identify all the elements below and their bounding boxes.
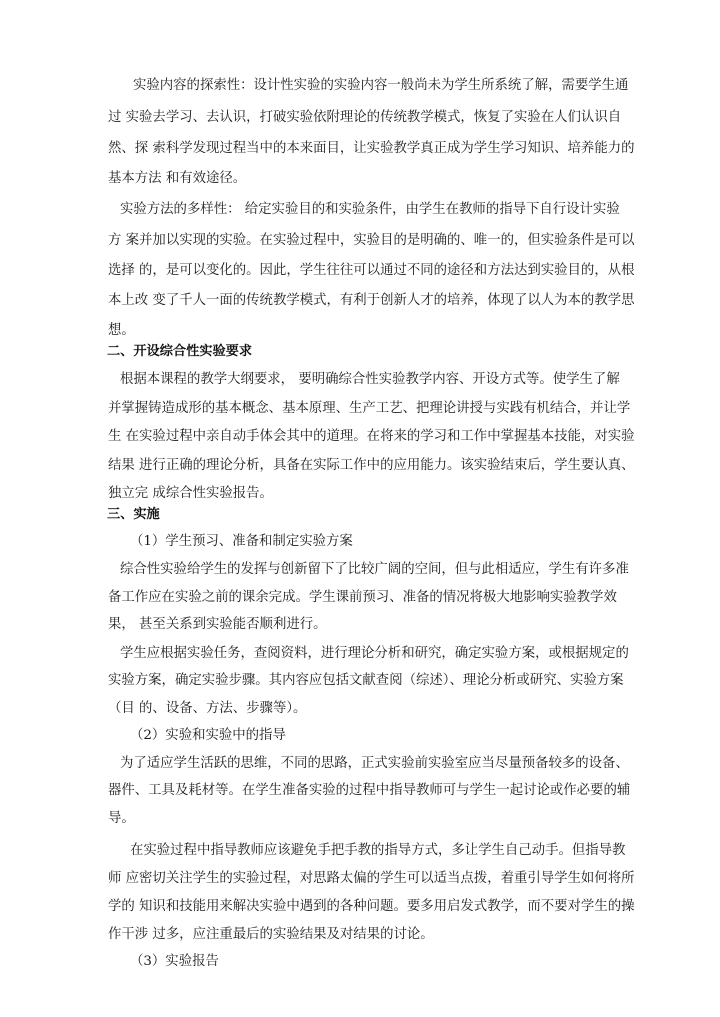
paragraph-line: 为了适应学生活跃的思维，不同的思路，正式实验前实验室应当尽量预备较多的设备、 <box>120 756 629 771</box>
paragraph-line: 本上改 变了千人一面的传统教学模式，有利于创新人才的培养，体现了以人为本的教学思 <box>108 293 635 308</box>
paragraph-line: （目 的、设备、方法、步骤等）。 <box>108 701 307 716</box>
paragraph-line: 方 案并加以实现的实验。在实验过程中，实验目的是明确的、唯一的，但实验条件是可以 <box>108 233 635 248</box>
paragraph-line: 结果 进行正确的理论分析，具备在实际工作中的应用能力。该实验结束后，学生要认真、 <box>108 458 635 473</box>
paragraph-line: 导。 <box>108 811 135 826</box>
paragraph-line: 然、探 索科学发现过程当中的本来面目，让实验教学真正成为学生学习知识、培养能力的 <box>108 141 635 156</box>
paragraph-line: 备工作应在实验之前的课余完成。学生课前预习、准备的情况将极大地影响实验教学效 <box>108 590 617 605</box>
paragraph-line: 器件、工具及耗材等。在学生准备实验的过程中指导教师可与学生一起讨论或作必要的辅 <box>108 783 631 798</box>
paragraph-line: 根据本课程的教学大纲要求， 要明确综合性实验教学内容、开设方式等。使学生了解 <box>120 372 620 387</box>
paragraph-line: 实验方法的多样性： 给定实验目的和实验条件，由学生在教师的指导下自行设计实验 <box>120 202 620 217</box>
paragraph-line: 师 应密切关注学生的实验过程，对思路太偏的学生可以适当点拨，着重引导学生如何将所 <box>108 871 635 886</box>
paragraph-line: 过 实验去学习、去认识，打破实验依附理论的传统教学模式，恢复了实验在人们认识自 <box>108 110 622 125</box>
paragraph-line: 学生应根据实验任务，查阅资料，进行理论分析和研究，确定实验方案，或根据规定的 <box>120 646 629 661</box>
paragraph-line: 并掌握铸造成形的基本概念、基本原理、生产工艺、把理论讲授与实践有机结合，并让学 <box>108 401 631 416</box>
section-heading: 二、开设综合性实验要求 <box>107 344 253 359</box>
paragraph-line: 生 在实验过程中亲自动手体会其中的道理。在将来的学习和工作中掌握基本技能，对实验 <box>108 429 635 444</box>
subsection-title: （1）学生预习、准备和制定实验方案 <box>130 534 353 549</box>
paragraph-line: 想。 <box>108 323 135 338</box>
subsection-title: （3）实验报告 <box>130 954 219 969</box>
paragraph-line: 果， 甚至关系到实验能否顺利进行。 <box>108 617 327 632</box>
paragraph-line: 综合性实验给学生的发挥与创新留下了比较广阔的空间，但与此相适应，学生有许多准 <box>120 562 629 577</box>
paragraph-line: 学的 知识和技能用来解决实验中遇到的各种问题。要多用启发式教学，而不要对学生的操 <box>108 899 635 914</box>
paragraph-line: 作干涉 过多，应注重最后的实验结果及对结果的讨论。 <box>108 927 434 942</box>
paragraph-line: 独立完 成综合性实验报告。 <box>108 486 273 501</box>
paragraph-line: 选择 的，是可以变化的。因此，学生往往可以通过不同的途径和方法达到实验目的，从根 <box>108 263 635 278</box>
subsection-title: （2）实验和实验中的指导 <box>130 728 286 743</box>
paragraph-line: 基本方法 和有效途径。 <box>108 171 247 186</box>
paragraph-line: 实验方案，确定实验步骤。其内容应包括文献查阅（综述）、理论分析或研究、实验方案 <box>108 673 624 688</box>
section-heading: 三、实施 <box>107 507 160 522</box>
paragraph-line: 实验内容的探索性：设计性实验的实验内容一般尚未为学生所系统了解，需要学生通 <box>133 78 629 93</box>
paragraph-line: 在实验过程中指导教师应该避免手把手教的指导方式，多让学生自己动手。但指导教 <box>130 843 626 858</box>
